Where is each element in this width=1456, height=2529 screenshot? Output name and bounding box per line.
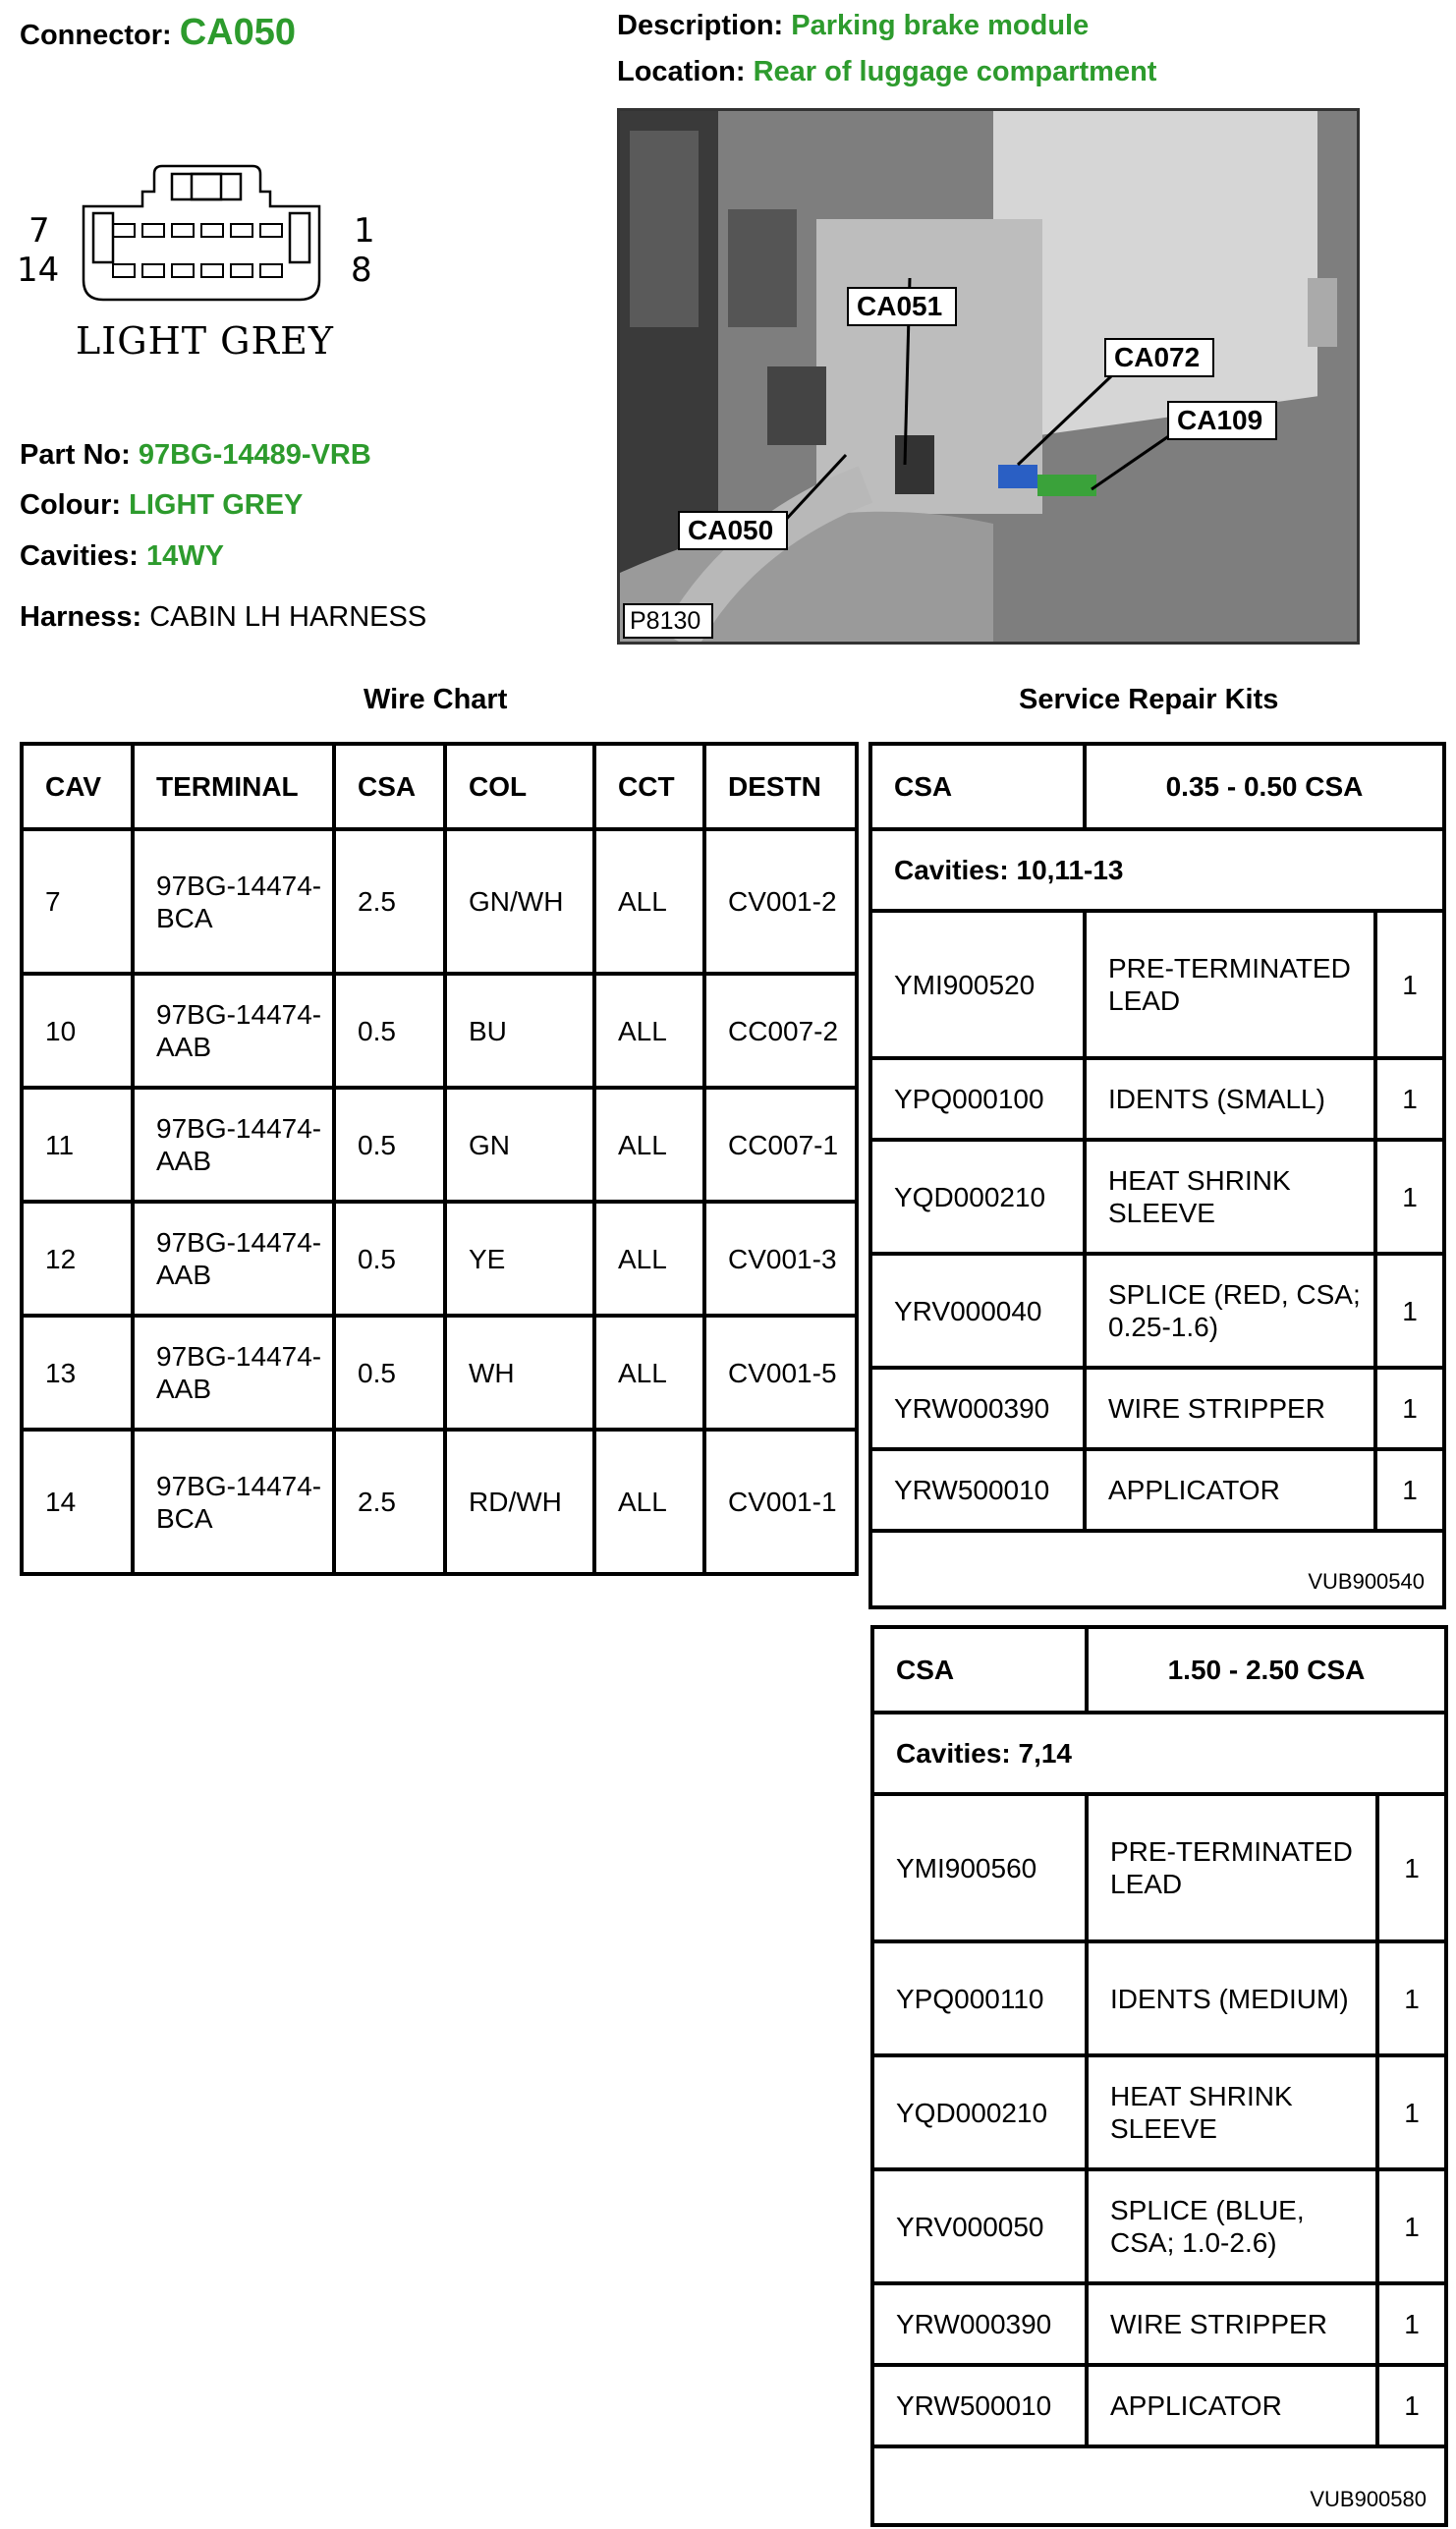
callout-ca072: CA072 [1114, 342, 1201, 372]
cell-csa: 0.5 [334, 974, 445, 1088]
kit-part-qty: 1 [1377, 2365, 1446, 2446]
kit-part-qty: 1 [1377, 1941, 1446, 2055]
kit-part-number: YRW000390 [872, 2283, 1087, 2365]
kit-part-number: YMI900520 [870, 911, 1085, 1058]
part-no-line [20, 439, 371, 472]
kit-part-number: YPQ000110 [872, 1941, 1087, 2055]
kit-part-description: IDENTS (MEDIUM) [1087, 1941, 1377, 2055]
kit-csa-label: CSA [870, 744, 1085, 829]
kit-part-number: YRV000050 [872, 2169, 1087, 2283]
kit-part-description: HEAT SHRINK SLEEVE [1085, 1140, 1375, 1254]
kit-part-qty: 1 [1375, 1140, 1444, 1254]
cell-cct: ALL [594, 1088, 704, 1202]
kit-part-number: YRV000040 [870, 1254, 1085, 1368]
kit-part-number: YQD000210 [870, 1140, 1085, 1254]
cell-terminal: 97BG-14474-AAB [133, 974, 334, 1088]
kit-part-description: SPLICE (BLUE, CSA; 1.0-2.6) [1087, 2169, 1377, 2283]
list-item [870, 1254, 1444, 1368]
kit-code-row [870, 1531, 1444, 1607]
location-label: Location: [617, 56, 746, 87]
list-item [872, 2283, 1446, 2365]
pin-1-label: 1 [354, 211, 375, 251]
service-kit-2 [870, 1625, 1448, 2527]
list-item [872, 2365, 1446, 2446]
pin-8-label: 8 [351, 251, 372, 290]
part-no-value: 97BG-14489-VRB [138, 439, 371, 471]
kit-part-description: SPLICE (RED, CSA; 0.25-1.6) [1085, 1254, 1375, 1368]
list-item [872, 1794, 1446, 1941]
kit-part-number: YRW500010 [872, 2365, 1087, 2446]
service-kit-1 [868, 742, 1446, 1609]
cell-col: WH [445, 1316, 594, 1430]
kit-part-description: PRE-TERMINATED LEAD [1087, 1794, 1377, 1941]
list-item [870, 1140, 1444, 1254]
colour-label: Colour: [20, 489, 122, 521]
kit-part-qty: 1 [1377, 2055, 1446, 2169]
cell-destn: CV001-2 [704, 829, 857, 974]
colour-line [20, 489, 303, 522]
cell-col: GN [445, 1088, 594, 1202]
kit-part-description: WIRE STRIPPER [1087, 2283, 1377, 2365]
header-csa: CSA [334, 744, 445, 829]
connector-line [20, 12, 296, 54]
description-line [617, 10, 1089, 42]
table-row [22, 1202, 857, 1316]
cell-destn: CC007-2 [704, 974, 857, 1088]
cell-terminal: 97BG-14474-AAB [133, 1202, 334, 1316]
list-item [872, 1941, 1446, 2055]
cell-csa: 0.5 [334, 1202, 445, 1316]
callout-ca050: CA050 [688, 515, 774, 545]
cell-terminal: 97BG-14474-BCA [133, 1430, 334, 1574]
kit-part-qty: 1 [1377, 2169, 1446, 2283]
location-line [617, 56, 1156, 88]
pin-7-label: 7 [28, 211, 50, 251]
kit-part-description: APPLICATOR [1085, 1449, 1375, 1531]
header-terminal: TERMINAL [133, 744, 334, 829]
cavities-value: 14WY [145, 540, 224, 572]
callout-ca051: CA051 [857, 291, 943, 321]
kit-csa-value: 1.50 - 2.50 CSA [1087, 1627, 1446, 1713]
cell-col: RD/WH [445, 1430, 594, 1574]
photo-ref: P8130 [630, 607, 701, 635]
kit-part-description: PRE-TERMINATED LEAD [1085, 911, 1375, 1058]
kit-part-qty: 1 [1375, 1368, 1444, 1449]
cell-csa: 2.5 [334, 829, 445, 974]
cell-destn: CV001-1 [704, 1430, 857, 1574]
table-row [22, 974, 857, 1088]
kit-csa-value: 0.35 - 0.50 CSA [1085, 744, 1444, 829]
cell-cct: ALL [594, 1316, 704, 1430]
service-kits-title: Service Repair Kits [1019, 684, 1279, 715]
cell-csa: 0.5 [334, 1316, 445, 1430]
header-cct: CCT [594, 744, 704, 829]
kit-part-description: WIRE STRIPPER [1085, 1368, 1375, 1449]
colour-value: LIGHT GREY [129, 489, 304, 521]
connector-label: Connector: [20, 20, 172, 51]
kit-cavities-row [872, 1713, 1446, 1794]
kit-part-qty: 1 [1375, 1254, 1444, 1368]
table-row [22, 1088, 857, 1202]
pin-14-label: 14 [17, 251, 60, 290]
header-destn: DESTN [704, 744, 857, 829]
cell-cav: 13 [22, 1316, 133, 1430]
list-item [870, 1449, 1444, 1531]
list-item [870, 1368, 1444, 1449]
kit-cavities-row [870, 829, 1444, 911]
kit-part-qty: 1 [1375, 1449, 1444, 1531]
kit-cavities: Cavities: 7,14 [872, 1713, 1446, 1794]
table-row [22, 829, 857, 974]
harness-line [20, 601, 426, 634]
callout-ca109: CA109 [1177, 405, 1263, 435]
table-row [22, 1430, 857, 1574]
kit-code: VUB900540 [870, 1531, 1444, 1607]
cell-cav: 10 [22, 974, 133, 1088]
location-value: Rear of luggage compartment [753, 56, 1157, 87]
header-cav: CAV [22, 744, 133, 829]
kit-part-number: YPQ000100 [870, 1058, 1085, 1140]
kit-part-qty: 1 [1377, 1794, 1446, 1941]
cell-destn: CV001-5 [704, 1316, 857, 1430]
cell-col: YE [445, 1202, 594, 1316]
cell-csa: 2.5 [334, 1430, 445, 1574]
connector-diagram [15, 152, 388, 378]
photo-illustration [620, 111, 1357, 642]
cell-terminal: 97BG-14474-AAB [133, 1088, 334, 1202]
kit-part-description: HEAT SHRINK SLEEVE [1087, 2055, 1377, 2169]
kit-part-number: YQD000210 [872, 2055, 1087, 2169]
cell-csa: 0.5 [334, 1088, 445, 1202]
kit-part-number: YRW000390 [870, 1368, 1085, 1449]
location-photo [617, 108, 1360, 645]
cell-terminal: 97BG-14474-BCA [133, 829, 334, 974]
cavities-label: Cavities: [20, 540, 139, 572]
wire-chart-table [20, 742, 859, 1576]
header-col: COL [445, 744, 594, 829]
cell-cct: ALL [594, 1202, 704, 1316]
harness-label: Harness: [20, 601, 142, 633]
cell-cct: ALL [594, 829, 704, 974]
cell-cav: 11 [22, 1088, 133, 1202]
kit-header-row [870, 744, 1444, 829]
description-value: Parking brake module [791, 10, 1090, 41]
kit-part-number: YMI900560 [872, 1794, 1087, 1941]
cell-cav: 14 [22, 1430, 133, 1574]
table-row [22, 1316, 857, 1430]
list-item [870, 911, 1444, 1058]
kit-part-number: YRW500010 [870, 1449, 1085, 1531]
connector-id: CA050 [179, 12, 297, 53]
kit-part-qty: 1 [1375, 1058, 1444, 1140]
wire-chart-header-row [22, 744, 857, 829]
cell-cav: 12 [22, 1202, 133, 1316]
kit-header-row [872, 1627, 1446, 1713]
kit-csa-label: CSA [872, 1627, 1087, 1713]
list-item [872, 2169, 1446, 2283]
kit-part-qty: 1 [1377, 2283, 1446, 2365]
cell-destn: CV001-3 [704, 1202, 857, 1316]
cell-terminal: 97BG-14474-AAB [133, 1316, 334, 1430]
kit-part-description: APPLICATOR [1087, 2365, 1377, 2446]
cell-cct: ALL [594, 1430, 704, 1574]
cell-destn: CC007-1 [704, 1088, 857, 1202]
kit-code-row [872, 2446, 1446, 2525]
kit-part-qty: 1 [1375, 911, 1444, 1058]
kit-code: VUB900580 [872, 2446, 1446, 2525]
list-item [872, 2055, 1446, 2169]
kit-cavities: Cavities: 10,11-13 [870, 829, 1444, 911]
harness-value: CABIN LH HARNESS [149, 601, 427, 633]
wire-chart-title: Wire Chart [364, 684, 508, 715]
cell-cct: ALL [594, 974, 704, 1088]
diagram-colour-text: LIGHT GREY [76, 319, 334, 363]
cell-col: BU [445, 974, 594, 1088]
cell-cav: 7 [22, 829, 133, 974]
description-label: Description: [617, 10, 784, 41]
part-no-label: Part No: [20, 439, 131, 471]
kit-part-description: IDENTS (SMALL) [1085, 1058, 1375, 1140]
list-item [870, 1058, 1444, 1140]
cell-col: GN/WH [445, 829, 594, 974]
cavities-line [20, 540, 224, 573]
